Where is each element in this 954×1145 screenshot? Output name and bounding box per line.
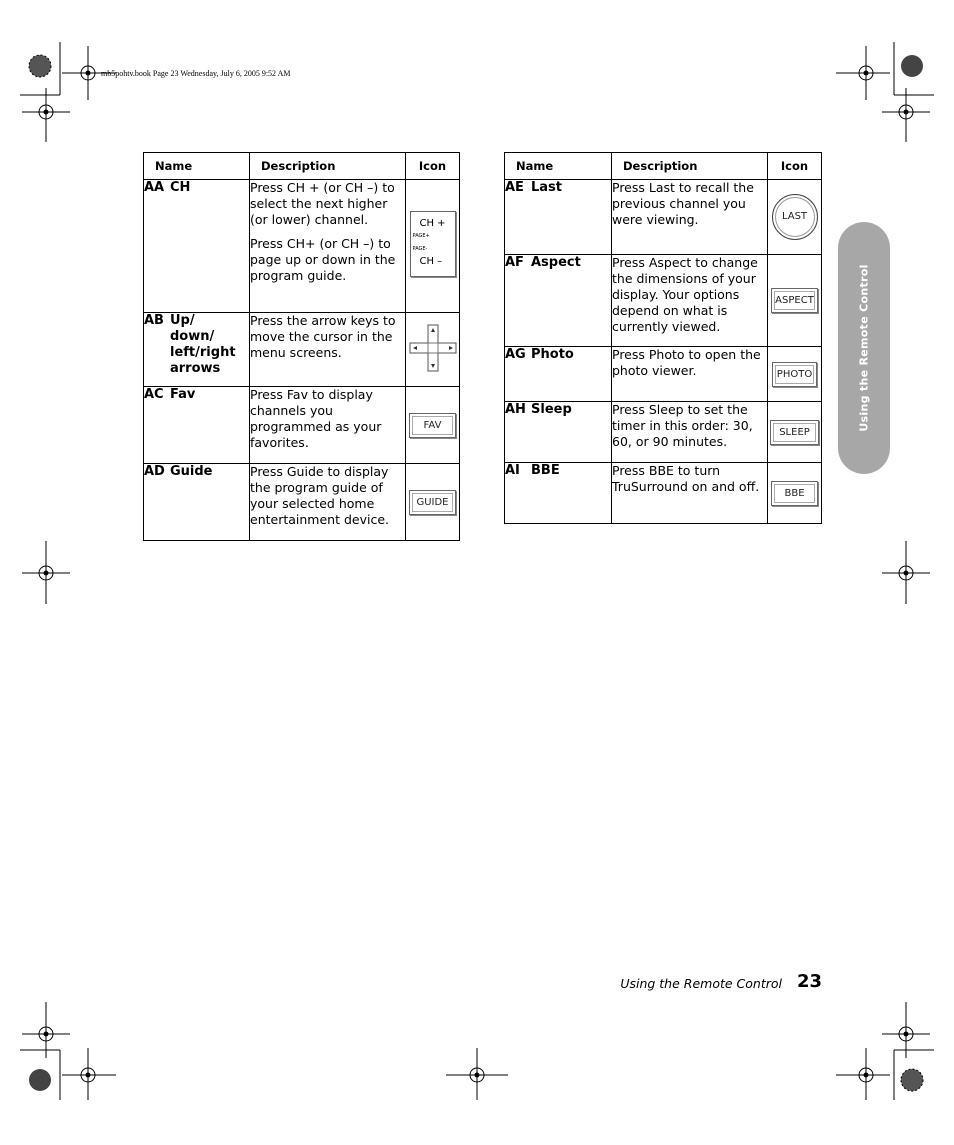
fav-button-icon: FAV: [409, 413, 457, 438]
table-row: [505, 180, 822, 255]
left-reference-table: [143, 152, 460, 541]
bbe-button-icon: BBE: [771, 481, 817, 506]
table-row: [505, 402, 822, 463]
right-reference-table: [504, 152, 822, 524]
aspect-button-icon: ASPECT: [771, 288, 818, 313]
row-name: AG Photo: [505, 347, 612, 402]
chapter-side-tab-label: Using the Remote Control: [857, 264, 871, 432]
row-description: Press Fav to display channels you programmed as your favorites.: [250, 387, 406, 464]
row-icon-cell: [768, 347, 822, 402]
row-description: Press BBE to turn TruSurround on and off.: [612, 463, 768, 524]
row-description: Press the arrow keys to move the cursor in the menu screens.: [250, 313, 406, 387]
table-row: [505, 255, 822, 347]
table-row: [144, 464, 460, 541]
row-icon-cell: [768, 402, 822, 463]
row-description: Press Guide to display the program guide of your selected home entertainment device.: [250, 464, 406, 541]
file-header-line: mb5pohtv.book Page 23 Wednesday, July 6, 2005 9:52 AM: [101, 69, 291, 78]
table-row: [144, 387, 460, 464]
ch-rocker-icon: CH + PAGE+ PAGE- CH –: [410, 211, 456, 277]
row-icon-cell: [406, 464, 460, 541]
row-description: Press Aspect to change the dimensions of your display. Your options depend on what is currently viewed.: [612, 255, 768, 347]
row-description: Press Photo to open the photo viewer.: [612, 347, 768, 402]
row-icon-cell: [768, 180, 822, 255]
table-header-row: [144, 153, 460, 180]
row-name: AA CH: [144, 180, 250, 313]
arrow-pad-icon: [408, 323, 458, 373]
row-icon-cell: [406, 387, 460, 464]
column-header-description: Description: [250, 153, 406, 180]
row-icon-cell: [406, 313, 460, 387]
column-header-icon: Icon: [768, 153, 822, 180]
last-button-icon: LAST: [772, 194, 818, 240]
page-number: 23: [797, 971, 823, 992]
row-description: Press Last to recall the previous channel you were viewing.: [612, 180, 768, 255]
column-header-description: Description: [612, 153, 768, 180]
table-header-row: [505, 153, 822, 180]
row-icon-cell: [406, 180, 460, 313]
chapter-side-tab: [838, 222, 890, 474]
row-name: AH Sleep: [505, 402, 612, 463]
table-row: [505, 347, 822, 402]
row-name: AE Last: [505, 180, 612, 255]
table-row: [144, 180, 460, 313]
row-name: AC Fav: [144, 387, 250, 464]
row-name: AD Guide: [144, 464, 250, 541]
row-name: AF Aspect: [505, 255, 612, 347]
row-icon-cell: [768, 255, 822, 347]
row-name: AI BBE: [505, 463, 612, 524]
row-description: Press Sleep to set the timer in this order: 30, 60, or 90 minutes.: [612, 402, 768, 463]
row-name: AB Up/ down/ left/right arrows: [144, 313, 250, 387]
column-header-icon: Icon: [406, 153, 460, 180]
table-row: [144, 313, 460, 387]
table-row: [505, 463, 822, 524]
footer-chapter-title: Using the Remote Control: [620, 976, 782, 991]
column-header-name: Name: [144, 153, 250, 180]
row-description: Press CH + (or CH –) to select the next higher (or lower) channel. Press CH+ (or CH –) to page up or down in the program guide.: [250, 180, 406, 313]
photo-button-icon: PHOTO: [772, 362, 817, 387]
column-header-name: Name: [505, 153, 612, 180]
guide-button-icon: GUIDE: [409, 490, 455, 515]
row-icon-cell: [768, 463, 822, 524]
sleep-button-icon: SLEEP: [770, 420, 819, 445]
